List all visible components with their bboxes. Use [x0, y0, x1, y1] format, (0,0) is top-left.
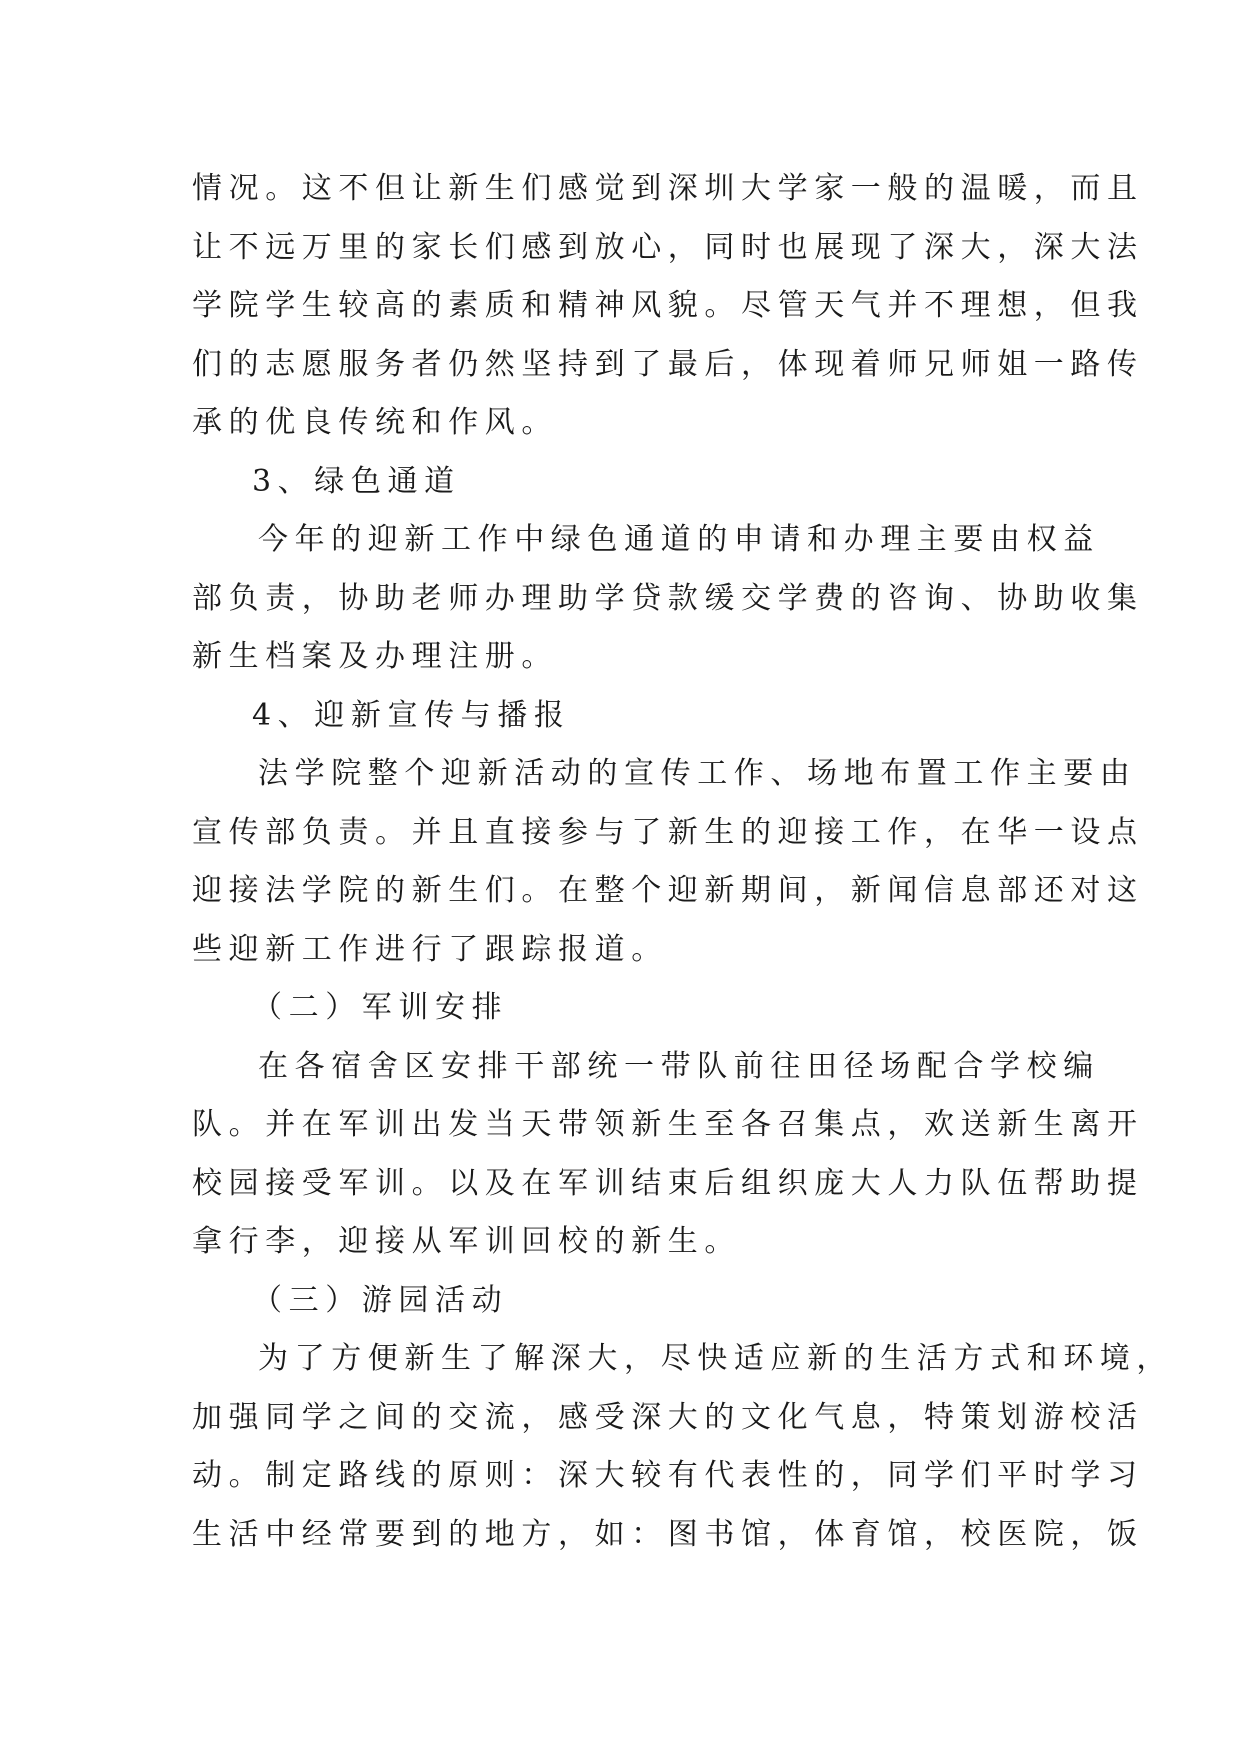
text-line: 让不远万里的家长们感到放心，同时也展现了深大，深大法 — [192, 229, 1144, 265]
text-line: 们的志愿服务者仍然坚持到了最后，体现着师兄师姐一路传 — [192, 346, 1144, 382]
paragraph-first-line: 今年的迎新工作中绿色通道的申请和办理主要由权益 — [258, 522, 1100, 557]
text-line: 些迎新工作进行了跟踪报道。 — [192, 931, 668, 967]
document-body — [192, 160, 1173, 1564]
text-line: 宣传部负责。并且直接参与了新生的迎接工作，在华一设点 — [192, 814, 1144, 850]
section-heading: （二）军训安排 — [252, 990, 509, 1025]
text-line: 队。并在军训出发当天带领新生至各召集点，欢送新生离开 — [192, 1107, 1144, 1142]
text-line: 迎接法学院的新生们。在整个迎新期间，新闻信息部还对这 — [192, 873, 1144, 908]
section-heading: 4、迎新宣传与播报 — [252, 697, 571, 733]
text-line: 生活中经常要到的地方，如：图书馆，体育馆，校医院，饭 — [192, 1516, 1144, 1552]
text-line: 校园接受军训。以及在军训结束后组织庞大人力队伍帮助提 — [192, 1165, 1144, 1201]
text-line: 新生档案及办理注册。 — [192, 639, 558, 674]
text-line: 部负责，协助老师办理助学贷款缓交学费的咨询、协助收集 — [192, 580, 1144, 616]
text-line: 承的优良传统和作风。 — [192, 405, 558, 440]
paragraph-first-line: 在各宿舍区安排干部统一带队前往田径场配合学校编 — [258, 1048, 1100, 1084]
text-line: 拿行李，迎接从军训回校的新生。 — [192, 1224, 741, 1259]
section-heading: （三）游园活动 — [252, 1282, 509, 1318]
text-line: 动。制定路线的原则：深大较有代表性的，同学们平时学习 — [192, 1458, 1144, 1493]
text-line: 学院学生较高的素质和精神风貌。尽管天气并不理想，但我 — [192, 288, 1144, 323]
paragraph-first-line: 法学院整个迎新活动的宣传工作、场地布置工作主要由 — [258, 756, 1137, 791]
text-line: 情况。这不但让新生们感觉到深圳大学家一般的温暖，而且 — [192, 171, 1144, 206]
text-line: 加强同学之间的交流，感受深大的文化气息，特策划游校活 — [192, 1399, 1144, 1435]
paragraph-first-line: 为了方便新生了解深大，尽快适应新的生活方式和环境， — [258, 1341, 1173, 1376]
section-heading: 3、绿色通道 — [252, 463, 461, 499]
